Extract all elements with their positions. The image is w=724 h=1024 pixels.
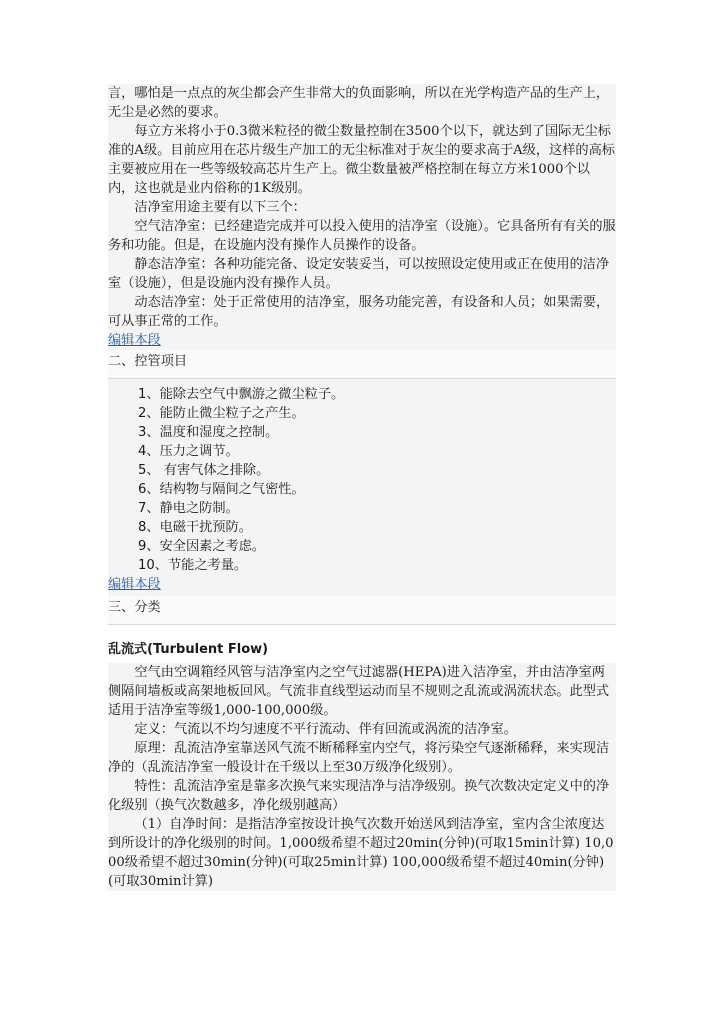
- list-item: 2、能防止微尘粒子之产生。: [138, 406, 305, 421]
- turbulent-flow-block: [108, 663, 616, 891]
- subsection-title: 乱流式(Turbulent Flow): [108, 642, 269, 657]
- paragraph: 洁净室用途主要有以下三个：: [134, 200, 306, 215]
- section-heading: 二、控管项目: [108, 350, 616, 379]
- intro-block: [108, 84, 616, 350]
- edit-section-link[interactable]: 编辑本段: [108, 577, 161, 592]
- list-item: 1、能除去空气中飘游之微尘粒子。: [138, 387, 345, 402]
- paragraph: （1）自净时间：是指洁净室按设计换气次数开始送风到洁净室，室内含尘浓度达到所设计的净化级别的时间。1,000级希望不超过20min(分钟)(可取15min计算) 10,000级希望不超过30min(分钟)(可取25min计算) 100,000级希望不超过40min(分钟)(可取30min计算): [108, 817, 614, 889]
- paragraph: 静态洁净室：各种功能完备、设定安装妥当，可以按照设定使用或正在使用的洁净室（设施），但是设施内没有操作人员。: [108, 257, 610, 291]
- list-item: 6、结构物与隔间之气密性。: [138, 482, 305, 497]
- paragraph: 定义：气流以不均匀速度不平行流动、伴有回流或涡流的洁净室。: [134, 722, 517, 737]
- control-items-list: [108, 379, 616, 596]
- list-item: 7、静电之防制。: [138, 501, 239, 516]
- list-item: 3、温度和湿度之控制。: [138, 425, 279, 440]
- paragraph: 动态洁净室：处于正常使用的洁净室，服务功能完善，有设备和人员；如果需要，可从事正常的工作。: [108, 295, 610, 329]
- list-item: 9、安全因素之考虑。: [138, 539, 266, 554]
- list-item: 5、 有害气体之排除。: [138, 463, 270, 478]
- paragraph: 空气洁净室：已经建造完成并可以投入使用的洁净室（设施）。它具备所有有关的服务和功能。但是，在设施内没有操作人员操作的设备。: [108, 219, 616, 253]
- list-item: 4、压力之调节。: [138, 444, 239, 459]
- paragraph: 特性：乱流洁净室是靠多次换气来实现洁净与洁净级别。换气次数决定定义中的净化级别（换气次数越多，净化级别越高）: [108, 779, 610, 813]
- edit-section-link[interactable]: 编辑本段: [108, 333, 161, 348]
- paragraph: 每立方米将小于0.3微米粒径的微尘数量控制在3500个以下，就达到了国际无尘标准的A级。目前应用在芯片级生产加工的无尘标准对于灰尘的要求高于A级，这样的高标主要被应用在一些等级较高芯片生产上。微尘数量被严格控制在每立方米1000个以内，这也就是业内俗称的1K级别。: [108, 124, 615, 196]
- paragraph: 原理：乱流洁净室靠送风气流不断稀释室内空气，将污染空气逐渐稀释，来实现洁净的（乱流洁净室一般设计在千级以上至30万级净化级别）。: [108, 741, 610, 775]
- paragraph: 言，哪怕是一点点的灰尘都会产生非常大的负面影响，所以在光学构造产品的生产上，无尘是必然的要求。: [108, 86, 610, 120]
- section-heading: 三、分类: [108, 596, 616, 625]
- document-page: [108, 84, 616, 891]
- paragraph: 空气由空调箱经风管与洁净室内之空气过滤器(HEPA)进入洁净室，并由洁净室两侧隔间墙板或高架地板回风。气流非直线型运动而呈不规则之乱流或涡流状态。此型式适用于洁净室等级1,000-100,000级。: [108, 665, 610, 718]
- list-item: 10、节能之考量。: [138, 558, 248, 573]
- list-item: 8、电磁干扰预防。: [138, 520, 252, 535]
